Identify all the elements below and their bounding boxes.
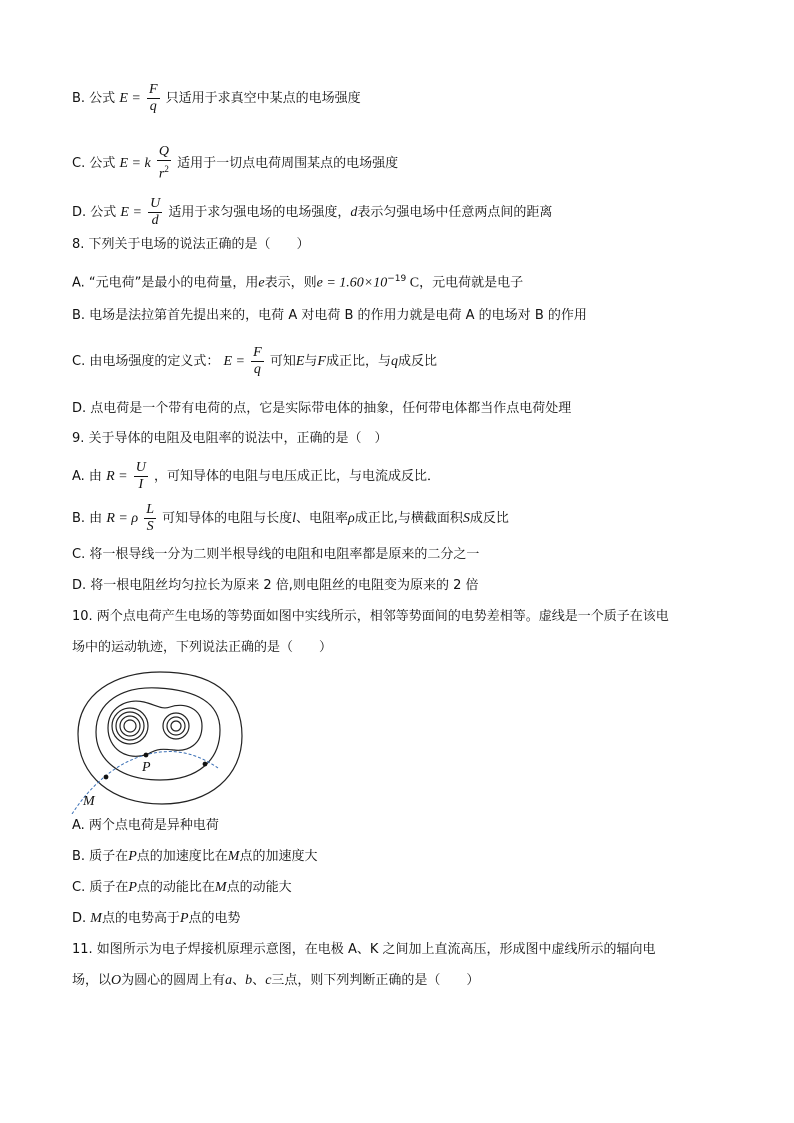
right-charge-ring-2	[167, 717, 185, 735]
q10-stem-line2: 场中的运动轨迹，下列说法正确的是（ ）	[72, 640, 333, 655]
fraction: $\frac{F}{q}$	[148, 82, 158, 114]
q8-option-b: B. 电场是法拉第首先提出来的，电荷 A 对电荷 B 的作用力就是电荷 A 的电场对 B 的作用	[72, 308, 587, 323]
q7-option-d: D. 公式 E = $\frac{U}{d}$ 适用于求匀强电场的电场强度，d表示匀强电场中任意两点间的距离	[72, 196, 553, 228]
formula-lhs: E =	[119, 91, 141, 106]
q10-stem-line1: 10. 两个点电荷产生电场的等势面如图中实线所示，相邻等势面间的电势差相等。虚线是一个质子在该电	[72, 609, 669, 624]
formula-lhs: E =	[120, 205, 142, 220]
label-m: M	[83, 794, 95, 809]
q9-option-c: C. 将一根导线一分为二则半根导线的电阻和电阻率都是原来的二分之一	[72, 547, 480, 562]
fraction: $\frac{Q}{r^2}$	[158, 144, 169, 182]
q11-stem-line2: 场，以O为圆心的圆周上有a、b、c三点，则下列判断正确的是（ ）	[72, 973, 480, 988]
q8-option-d: D. 点电荷是一个带有电荷的点，它是实际带电体的抽象，任何带电体都当作点电荷处理	[72, 401, 572, 416]
left-charge-ring-3	[120, 716, 140, 736]
fraction: $\frac{U}{I}$	[135, 460, 146, 492]
q9-option-d: D. 将一根电阻丝均匀拉长为原来 2 倍,则电阻丝的电阻变为原来的 2 倍	[72, 578, 479, 593]
equipotential-figure	[70, 664, 250, 818]
equipotential-diagram	[70, 664, 250, 814]
q8-stem: 8. 下列关于电场的说法正确的是（ ）	[72, 237, 310, 252]
right-charge-ring-3	[171, 721, 181, 731]
outer-equipotential	[78, 672, 242, 804]
q9-option-a: A. 由 R = $\frac{U}{I}$ ，可知导体的电阻与电压成正比，与电流成反比．	[72, 460, 440, 492]
trajectory-point-m	[104, 775, 109, 780]
q10-option-a: A. 两个点电荷是异种电荷	[72, 818, 219, 833]
q10-option-d: D. M点的电势高于P点的电势	[72, 911, 241, 926]
q7-option-c: C. 公式 E = k $\frac{Q}{r^2}$ 适用于一切点电荷周围某点的电场强度	[72, 144, 399, 182]
left-charge-ring-1	[112, 708, 148, 744]
trajectory-point-p	[144, 753, 149, 758]
q9-stem: 9. 关于导体的电阻及电阻率的说法中，正确的是（ ）	[72, 431, 388, 446]
formula-lhs: E = k	[119, 155, 151, 171]
q8-option-a: A. “元电荷”是最小的电荷量，用e表示，则$e = 1.60\times 10^{-19}$ C，元电荷就是电子	[72, 274, 524, 291]
fraction: $\frac{L}{S}$	[146, 502, 154, 534]
fraction: $\frac{F}{q}$	[253, 345, 262, 377]
q9-option-b: B. 由 R = ρ $\frac{L}{S}$ 可知导体的电阻与长度l、电阻率ρ成正比,与横截面积S成反比	[72, 502, 509, 534]
fraction: $\frac{U}{d}$	[150, 196, 161, 228]
charge-value: e = 1.60×10	[316, 275, 388, 291]
label-p: P	[142, 760, 151, 775]
trajectory-point-right	[203, 762, 208, 767]
q10-option-c: C. 质子在P点的动能比在M点的动能大	[72, 880, 292, 895]
q11-stem-line1: 11. 如图所示为电子焊接机原理示意图，在电极 A、K 之间加上直流高压，形成图中虚线所示的辐向电	[72, 942, 656, 957]
q10-option-b: B. 质子在P点的加速度比在M点的加速度大	[72, 849, 318, 864]
q8-option-c: C. 由电场强度的定义式： E = $\frac{F}{q}$ 可知E与F成正比，与q成反比	[72, 345, 438, 377]
left-charge-ring-4	[124, 720, 136, 732]
q7-option-b: B. 公式 E = $\frac{F}{q}$ 只适用于求真空中某点的电场强度	[72, 82, 361, 114]
